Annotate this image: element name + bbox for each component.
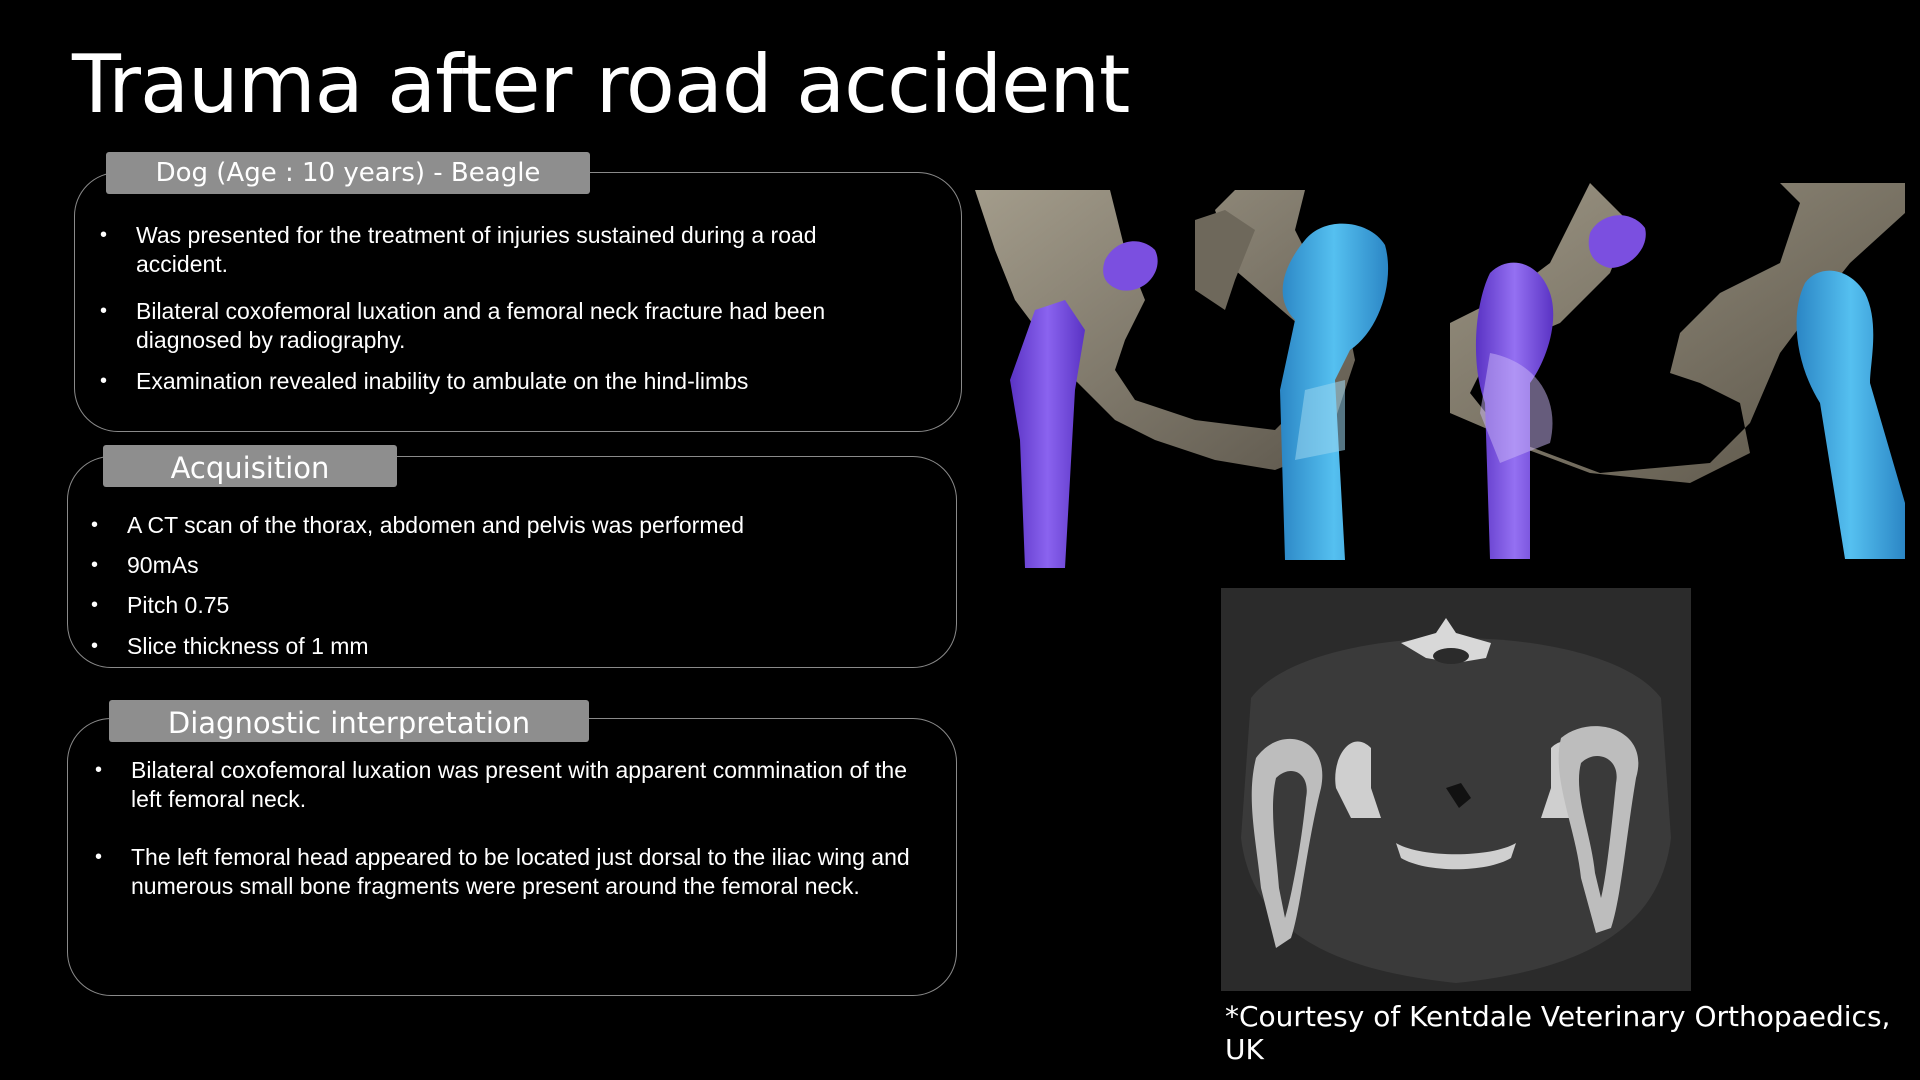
list-item: • Pitch 0.75 xyxy=(127,591,927,620)
patient-list xyxy=(136,221,896,396)
list-item: • Was presented for the treatment of injuries sustained during a road accident. xyxy=(136,221,896,279)
acquisition-tab: Acquisition xyxy=(103,445,397,487)
list-item: • A CT scan of the thorax, abdomen and pelvis was performed xyxy=(127,511,927,540)
pelvis-3d-image-right xyxy=(1450,183,1905,559)
acquisition-list xyxy=(127,511,927,661)
diagnostic-list xyxy=(131,756,911,901)
patient-tab: Dog (Age : 10 years) - Beagle xyxy=(106,152,590,194)
ct-axial-image xyxy=(1221,588,1691,991)
list-item: • Examination revealed inability to ambulate on the hind-limbs xyxy=(136,367,896,396)
list-item: • The left femoral head appeared to be located just dorsal to the iliac wing and numerous small bone fragments were present around the femoral neck. xyxy=(131,843,911,901)
pelvis-3d-image-left xyxy=(975,190,1455,568)
list-item: • Bilateral coxofemoral luxation and a femoral neck fracture had been diagnosed by radiography. xyxy=(136,297,896,355)
list-item: • 90mAs xyxy=(127,551,927,580)
page-title: Trauma after road accident xyxy=(72,38,1130,131)
list-item: • Bilateral coxofemoral luxation was present with apparent commination of the left femoral neck. xyxy=(131,756,911,814)
diagnostic-tab: Diagnostic interpretation xyxy=(109,700,589,742)
list-item: • Slice thickness of 1 mm xyxy=(127,632,927,661)
courtesy-note: *Courtesy of Kentdale Veterinary Orthopaedics, UK xyxy=(1225,1000,1891,1066)
